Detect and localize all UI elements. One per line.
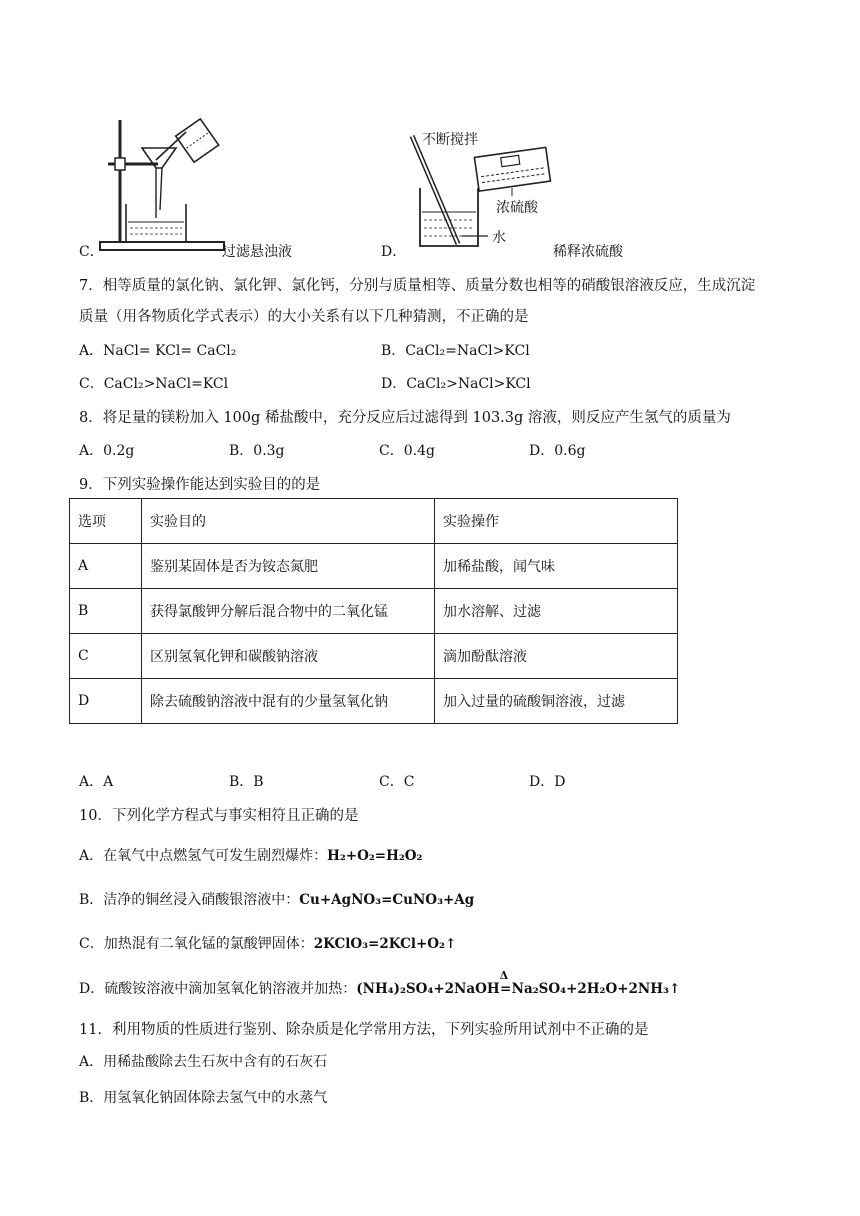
table-cell: A: [70, 544, 142, 589]
q10-b-text: B．洁净的铜丝浸入硝酸银溶液中：: [79, 892, 300, 908]
q8-option-d: D．0.6g: [529, 443, 586, 459]
q10-a-equation: H₂+O₂=H₂O₂: [327, 848, 423, 864]
q10-d-text: D．硫酸铵溶液中滴加氢氧化钠溶液并加热：: [79, 981, 357, 997]
q10-b-equation: Cu+AgNO₃=CuNO₃+Ag: [299, 892, 475, 908]
table-cell: 加水溶解、过滤: [435, 589, 678, 634]
q10-option-d: [79, 969, 681, 998]
table-cell: 除去硫酸钠溶液中混有的少量氢氧化钠: [142, 679, 435, 724]
table-cell: 获得氯酸钾分解后混合物中的二氧化锰: [142, 589, 435, 634]
q9-stem: 9．下列实验操作能达到实验目的的是: [79, 477, 321, 493]
q10-d-equation-left: (NH₄)₂SO₄+2NaOH: [356, 981, 500, 997]
table-cell: 滴加酚酞溶液: [435, 634, 678, 679]
q9-option-b: B．B: [229, 774, 264, 790]
fig-d-letter: D．: [381, 244, 407, 260]
q7-option-c: C．CaCl₂>NaCl=KCl: [79, 376, 229, 392]
table-header-cell: 选项: [70, 499, 142, 544]
q8-option-b: B．0.3g: [229, 443, 285, 459]
q10-d-equation-right: Na₂SO₄+2H₂O+2NH₃↑: [511, 981, 681, 997]
table-cell: D: [70, 679, 142, 724]
q10-c-text: C．加热混有二氧化锰的氯酸钾固体：: [79, 936, 314, 952]
q8-option-c: C．0.4g: [379, 443, 435, 459]
q10-stem: 10．下列化学方程式与事实相符且正确的是: [79, 808, 359, 824]
q10-a-text: A．在氧气中点燃氢气可发生剧烈爆炸：: [79, 848, 328, 864]
dilution-figure: [404, 126, 556, 252]
fig-c-caption: 过滤悬浊液: [222, 244, 292, 260]
table-row: [70, 589, 678, 634]
table-header-row: [70, 499, 678, 544]
table-header-cell: 实验操作: [435, 499, 678, 544]
q11-option-b: B．用氢氧化钠固体除去氢气中的水蒸气: [79, 1090, 328, 1106]
table-row: [70, 544, 678, 589]
q10-option-b: [79, 889, 474, 909]
q7-option-a: A．NaCl= KCl= CaCl₂: [79, 343, 237, 359]
table-cell: 加稀盐酸，闻气味: [435, 544, 678, 589]
filtration-figure: [98, 118, 228, 256]
table-cell: 加入过量的硫酸铜溶液，过滤: [435, 679, 678, 724]
q8-stem: 8．将足量的镁粉加入 100g 稀盐酸中，充分反应后过滤得到 103.3g 溶液，则反应产生氢气的质量为: [79, 410, 731, 426]
q7-option-b: B．CaCl₂=NaCl>KCl: [381, 343, 530, 359]
table-row: [70, 679, 678, 724]
stir-label: 不断搅拌: [422, 132, 478, 148]
q10-d-equals-sign: =: [500, 981, 512, 997]
q9-option-c: C．C: [379, 774, 415, 790]
table-cell: 鉴别某固体是否为铵态氮肥: [142, 544, 435, 589]
table-cell: C: [70, 634, 142, 679]
table-header-cell: 实验目的: [142, 499, 435, 544]
acid-label: 浓硫酸: [496, 200, 538, 216]
q7-stem-line2: 质量（用各物质化学式表示）的大小关系有以下几种猜测，不正确的是: [79, 309, 529, 325]
q10-option-c: [79, 933, 456, 953]
water-label: 水: [492, 230, 506, 246]
q8-option-a: A．0.2g: [79, 443, 135, 459]
q7-option-d: D．CaCl₂>NaCl>KCl: [381, 376, 531, 392]
fig-c-letter: C．: [79, 244, 104, 260]
q10-option-a: [79, 845, 422, 865]
q11-stem: 11．利用物质的性质进行鉴别、除杂质是化学常用方法，下列实验所用试剂中不正确的是: [79, 1022, 649, 1038]
table-cell: B: [70, 589, 142, 634]
fig-d-caption: 稀释浓硫酸: [553, 244, 623, 260]
q7-stem-line1: 7．相等质量的氯化钠、氯化钾、氯化钙，分别与质量相等、质量分数也相等的硝酸银溶液反应，生成沉淀: [79, 278, 756, 294]
q10-c-equation: 2KClO₃=2KCl+O₂↑: [313, 936, 457, 952]
q9-option-a: A．A: [79, 774, 114, 790]
experiment-table: [69, 498, 678, 724]
table-cell: 区别氢氧化钾和碳酸钠溶液: [142, 634, 435, 679]
table-row: [70, 634, 678, 679]
q9-option-d: D．D: [529, 774, 566, 790]
q11-option-a: A．用稀盐酸除去生石灰中含有的石灰石: [79, 1054, 328, 1070]
q10-d-delta: Δ: [499, 969, 509, 982]
